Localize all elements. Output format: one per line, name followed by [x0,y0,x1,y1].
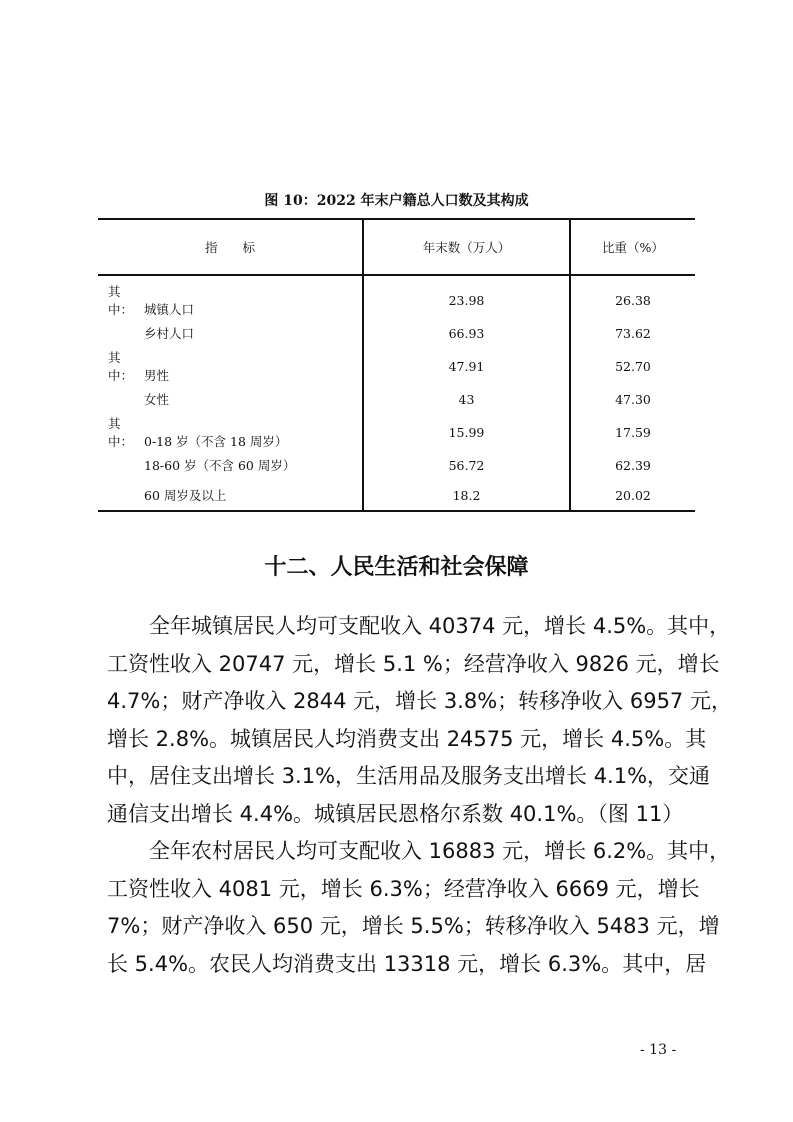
table-row [98,414,695,450]
row-label-text: 城镇人口 [144,302,195,317]
paragraph-line: 4.7%；财产净收入 2844 元，增长 3.8%；转移净收入 6957 元， [107,689,732,713]
row-value: 56.72 [363,450,570,480]
paragraph-line: 通信支出增长 4.4%。城镇居民恩格尔系数 40.1%。（图 11） [107,801,684,826]
row-label [98,318,363,348]
body-text [107,608,732,983]
row-value: 23.98 [363,275,570,318]
row-label [98,450,363,480]
table-row [98,480,695,511]
table-row [98,275,695,318]
paragraph-line: 增长 2.8%。城镇居民人均消费支出 24575 元，增长 4.5%。其 [107,726,707,751]
table-row [98,318,695,348]
header-share: 比重（%） [570,219,695,275]
paragraph-line: 工资性收入 20747 元，增长 5.1 %；经营净收入 9826 元，增长 [107,651,720,676]
row-value: 15.99 [363,414,570,450]
row-share: 26.38 [570,275,695,318]
paragraph-line: 中，居住支出增长 3.1%，生活用品及服务支出增长 4.1%，交通 [107,764,711,788]
row-prefix: 其中： [108,350,134,383]
row-prefix: 其中： [108,284,134,317]
population-table [98,218,695,512]
row-label-text: 0-18 岁（不含 18 周岁） [144,434,288,449]
paragraph-line: 工资性收入 4081 元，增长 6.3%；经营净收入 6669 元，增长 [107,876,700,901]
row-share: 73.62 [570,318,695,348]
table-row [98,384,695,414]
table-caption: 图 10：2022 年末户籍总人口数及其构成 [264,193,529,209]
paragraph-line: 长 5.4%。农民人均消费支出 13318 元，增长 6.3%。其中，居 [107,951,707,976]
row-label [98,275,363,318]
row-label-text: 女性 [144,392,170,407]
row-value: 43 [363,384,570,414]
table-header-row [98,219,695,275]
row-label [98,348,363,384]
paragraph-line: 全年农村居民人均可支配收入 16883 元，增长 6.2%。其中， [149,839,731,863]
page-number: - 13 - [640,1042,677,1058]
row-label [98,384,363,414]
row-share: 62.39 [570,450,695,480]
row-value: 18.2 [363,480,570,511]
row-label-text: 60 周岁及以上 [144,488,227,503]
row-value: 66.93 [363,318,570,348]
row-prefix: 其中： [108,416,134,449]
row-label-text: 乡村人口 [144,326,195,341]
paragraph-line: 7%；财产净收入 650 元，增长 5.5%；转移净收入 5483 元，增 [107,914,720,938]
row-share: 17.59 [570,414,695,450]
row-share: 47.30 [570,384,695,414]
table-row [98,450,695,480]
row-share: 52.70 [570,348,695,384]
header-year-end-count: 年末数（万人） [363,219,570,275]
section-heading: 十二、人民生活和社会保障 [264,555,529,580]
header-indicator: 指 标 [98,219,363,275]
row-share: 20.02 [570,480,695,511]
row-label [98,480,363,511]
paragraph-line: 全年城镇居民人均可支配收入 40374 元，增长 4.5%。其中， [149,614,731,638]
row-label [98,414,363,450]
row-value: 47.91 [363,348,570,384]
row-label-text: 18-60 岁（不含 60 周岁） [144,458,296,473]
row-label-text: 男性 [144,368,170,383]
table-row [98,348,695,384]
